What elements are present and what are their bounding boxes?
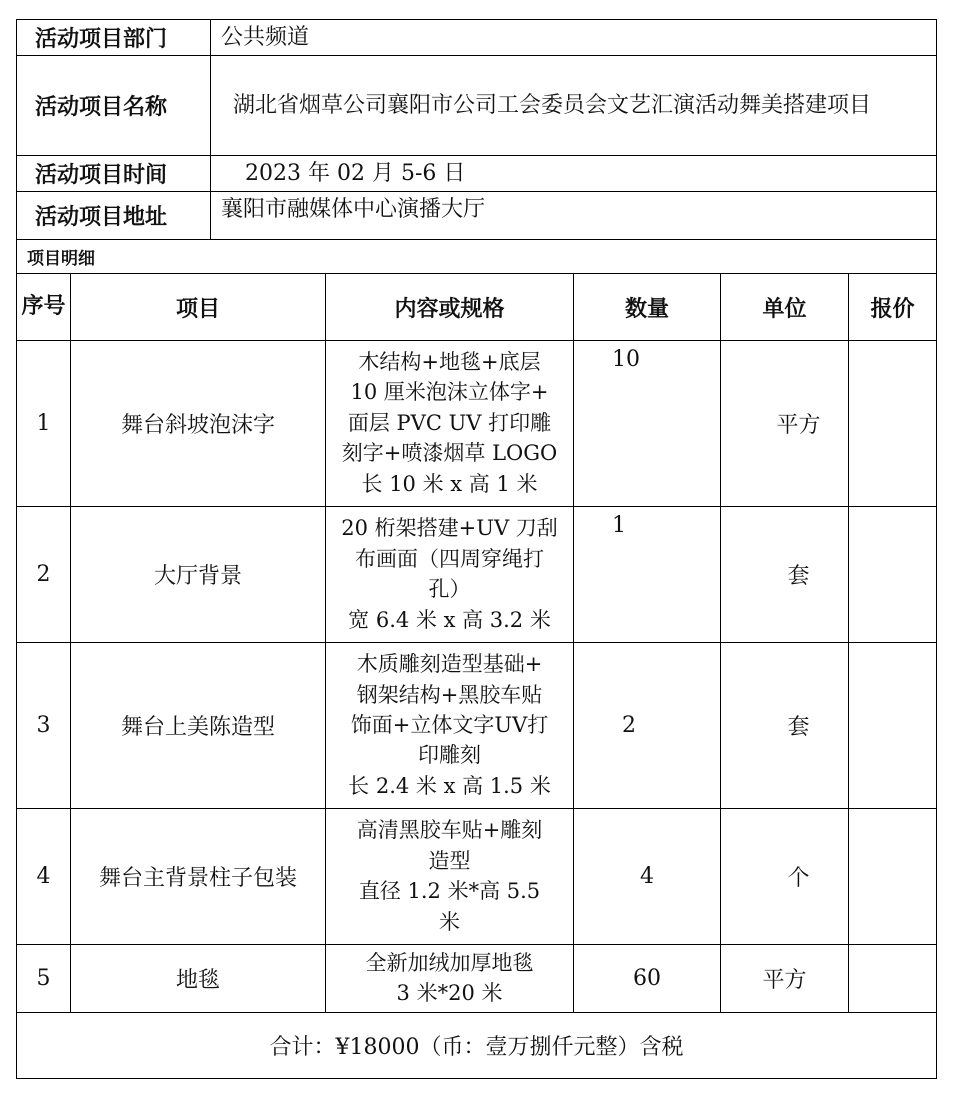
dept-label: 活动项目部门 — [17, 20, 211, 56]
spec-line: 3 米*20 米 — [396, 981, 503, 1006]
spec-line: 造型 — [428, 848, 471, 873]
spec-line: 宽 6.4 米 x 高 3.2 米 — [348, 607, 551, 632]
spec-line: 面层 PVC UV 打印雕 — [347, 410, 552, 435]
spec-line: 钢架结构+黑胶车贴 — [356, 682, 543, 707]
header-spec: 内容或规格 — [326, 274, 574, 340]
row-qty: 4 — [574, 808, 721, 944]
row-seq: 3 — [17, 642, 71, 808]
row-spec — [326, 642, 574, 808]
row-qty: 2 — [574, 642, 721, 808]
row-price — [849, 506, 937, 642]
spec-line: 长 2.4 米 x 高 1.5 米 — [348, 773, 551, 798]
row-qty: 1 — [574, 506, 721, 642]
quotation-table — [16, 19, 937, 1079]
row-unit: 平方 — [721, 944, 849, 1012]
row-spec — [326, 340, 574, 506]
dept-row — [17, 20, 937, 56]
row-qty: 60 — [574, 944, 721, 1012]
time-row — [17, 156, 937, 192]
header-item: 项目 — [71, 274, 326, 340]
addr-value: 襄阳市融媒体中心演播大厅 — [211, 192, 937, 240]
addr-row — [17, 192, 937, 240]
header-seq: 序号 — [17, 274, 71, 340]
time-value: 2023 年 02 月 5-6 日 — [211, 156, 937, 192]
row-unit: 个 — [721, 808, 849, 944]
row-seq: 4 — [17, 808, 71, 944]
table-row — [17, 506, 937, 642]
row-unit: 套 — [721, 506, 849, 642]
row-item: 大厅背景 — [71, 506, 326, 642]
section-row — [17, 240, 937, 274]
table-row — [17, 944, 937, 1012]
spec-line: 直径 1.2 米*高 5.5 — [358, 879, 541, 904]
table-row — [17, 808, 937, 944]
row-spec — [326, 808, 574, 944]
spec-line: 米 — [439, 909, 461, 934]
spec-line: 20 桁架搭建+UV 刀刮 — [341, 516, 558, 541]
spec-line: 木结构+地毯+底层 — [358, 349, 541, 374]
total-text: 合计：¥18000（币：壹万捌仟元整）含税 — [17, 1012, 937, 1078]
name-value: 湖北省烟草公司襄阳市公司工会委员会文艺汇演活动舞美搭建项目 — [211, 56, 937, 156]
dept-value: 公共频道 — [211, 20, 937, 56]
spec-line: 刻字+喷漆烟草 LOGO — [341, 441, 558, 466]
spec-line: 全新加绒加厚地毯 — [365, 950, 534, 975]
name-row — [17, 56, 937, 156]
row-qty: 10 — [574, 340, 721, 506]
spec-line: 木质雕刻造型基础+ — [356, 652, 543, 677]
row-price — [849, 642, 937, 808]
row-item: 舞台斜坡泡沫字 — [71, 340, 326, 506]
quotation-document — [16, 19, 936, 1079]
total-row — [17, 1012, 937, 1078]
row-unit: 套 — [721, 642, 849, 808]
spec-line: 长 10 米 x 高 1 米 — [361, 471, 538, 496]
row-item: 地毯 — [71, 944, 326, 1012]
row-seq: 5 — [17, 944, 71, 1012]
row-price — [849, 340, 937, 506]
row-price — [849, 944, 937, 1012]
section-title: 项目明细 — [17, 240, 937, 274]
header-qty: 数量 — [574, 274, 721, 340]
header-unit: 单位 — [721, 274, 849, 340]
row-price — [849, 808, 937, 944]
row-item: 舞台主背景柱子包装 — [71, 808, 326, 944]
spec-line: 10 厘米泡沫立体字+ — [350, 380, 549, 405]
spec-line: 高清黑胶车贴+雕刻 — [356, 818, 543, 843]
row-seq: 1 — [17, 340, 71, 506]
row-seq: 2 — [17, 506, 71, 642]
spec-line: 印雕刻 — [418, 743, 482, 768]
row-item: 舞台上美陈造型 — [71, 642, 326, 808]
spec-line: 饰面+立体文字UV打 — [350, 713, 549, 738]
name-label: 活动项目名称 — [17, 56, 211, 156]
header-price: 报价 — [849, 274, 937, 340]
header-row — [17, 274, 937, 340]
spec-line: 布画面（四周穿绳打 — [355, 546, 545, 571]
addr-label: 活动项目地址 — [17, 192, 211, 240]
table-row — [17, 642, 937, 808]
row-spec — [326, 506, 574, 642]
row-unit: 平方 — [721, 340, 849, 506]
table-row — [17, 340, 937, 506]
row-spec — [326, 944, 574, 1012]
spec-line: 孔） — [428, 577, 471, 602]
time-label: 活动项目时间 — [17, 156, 211, 192]
